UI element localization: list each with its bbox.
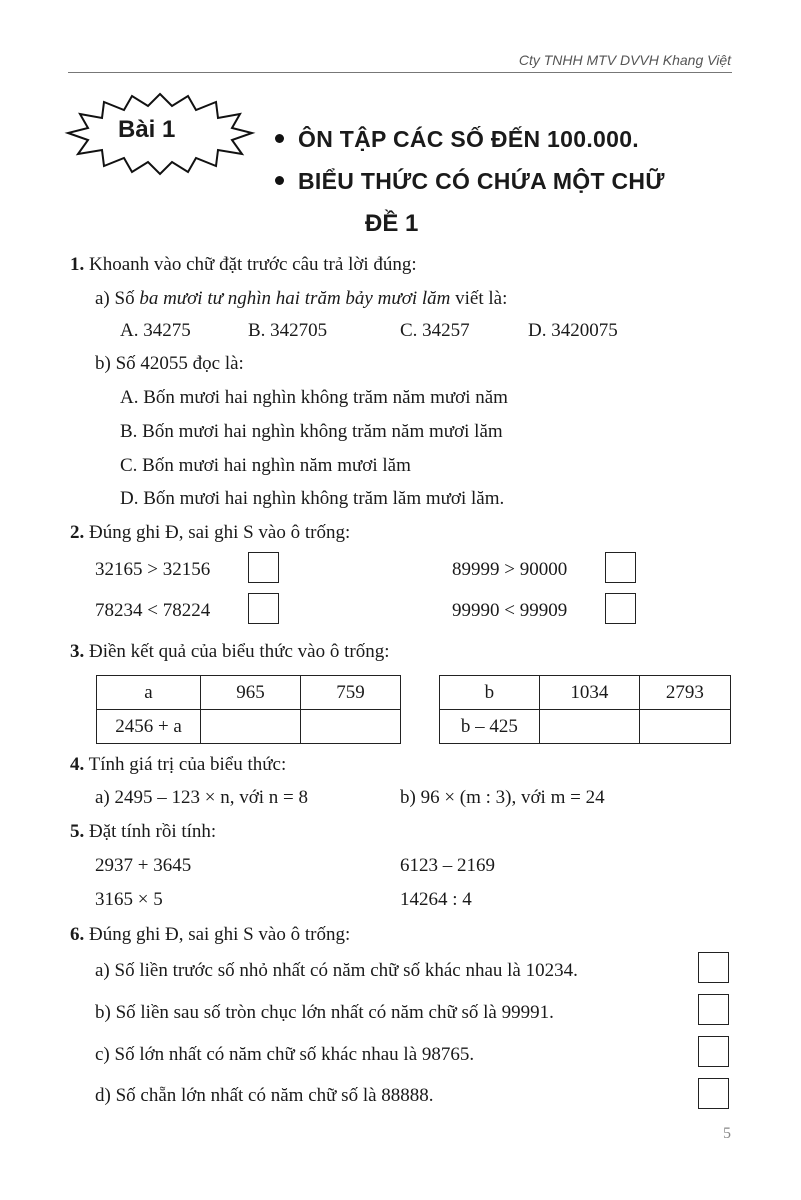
q1a-option-c[interactable]: C. 34257 bbox=[400, 320, 470, 341]
q6-answer-box-b[interactable] bbox=[698, 994, 729, 1025]
header-divider bbox=[68, 72, 732, 73]
q6-item-d: d) Số chẵn lớn nhất có năm chữ số là 88888. bbox=[95, 1085, 434, 1106]
q6-prompt: 6. Đúng ghi Đ, sai ghi S vào ô trống: bbox=[70, 924, 351, 945]
q2-item-3: 78234 < 78224 bbox=[95, 600, 211, 621]
q6-item-c: c) Số lớn nhất có năm chữ số khác nhau là 98765. bbox=[95, 1044, 475, 1065]
q3-table-a-answer-2[interactable] bbox=[301, 710, 401, 744]
q5-item-1: 2937 + 3645 bbox=[95, 855, 192, 876]
q3-table-a-header-var: a bbox=[97, 676, 201, 710]
q4-part-a: a) 2495 – 123 × n, với n = 8 bbox=[95, 787, 309, 808]
q4-prompt: 4. Tính giá trị của biểu thức: bbox=[70, 754, 287, 775]
q2-answer-box-3[interactable] bbox=[248, 593, 279, 624]
q1-prompt: 1. Khoanh vào chữ đặt trước câu trả lời đúng: bbox=[70, 254, 417, 275]
q1a-option-d[interactable]: D. 3420075 bbox=[528, 320, 618, 341]
q3-table-a-answer-1[interactable] bbox=[201, 710, 301, 744]
q5-item-2: 6123 – 2169 bbox=[400, 855, 495, 876]
q3-table-b bbox=[439, 675, 731, 744]
q2-item-1: 32165 > 32156 bbox=[95, 559, 211, 580]
q3-table-b-expression: b – 425 bbox=[440, 710, 540, 744]
q1b-option-c[interactable]: C. Bốn mươi hai nghìn năm mươi lăm bbox=[120, 455, 411, 476]
q3-prompt: 3. Điền kết quả của biểu thức vào ô trống: bbox=[70, 641, 390, 662]
q6-answer-box-c[interactable] bbox=[698, 1036, 729, 1067]
q3-table-b-answer-1[interactable] bbox=[539, 710, 639, 744]
q5-item-4: 14264 : 4 bbox=[400, 889, 472, 910]
lesson-badge-label: Bài 1 bbox=[118, 116, 176, 143]
q1b-option-d[interactable]: D. Bốn mươi hai nghìn không trăm lăm mươi lăm. bbox=[120, 488, 505, 509]
bullet-icon bbox=[275, 134, 284, 143]
q2-prompt: 2. Đúng ghi Đ, sai ghi S vào ô trống: bbox=[70, 522, 351, 543]
q3-table-b-answer-2[interactable] bbox=[639, 710, 730, 744]
q3-table-a bbox=[96, 675, 401, 744]
q4-part-b: b) 96 × (m : 3), với m = 24 bbox=[400, 787, 605, 808]
q2-answer-box-4[interactable] bbox=[605, 593, 636, 624]
q5-item-3: 3165 × 5 bbox=[95, 889, 163, 910]
q5-prompt: 5. Đặt tính rồi tính: bbox=[70, 821, 217, 842]
q6-item-b: b) Số liền sau số tròn chục lớn nhất có năm chữ số là 99991. bbox=[95, 1002, 554, 1023]
q6-answer-box-d[interactable] bbox=[698, 1078, 729, 1109]
q3-table-b-header-var: b bbox=[440, 676, 540, 710]
q1b-option-b[interactable]: B. Bốn mươi hai nghìn không trăm năm mươi lăm bbox=[120, 421, 503, 442]
q3-table-a-header-val2: 759 bbox=[301, 676, 401, 710]
lesson-topic-2: BIỂU THỨC CÓ CHỨA MỘT CHỮ bbox=[275, 168, 665, 195]
q1b-option-a[interactable]: A. Bốn mươi hai nghìn không trăm năm mươi năm bbox=[120, 387, 508, 408]
q3-table-b-header-val1: 1034 bbox=[539, 676, 639, 710]
q6-answer-box-a[interactable] bbox=[698, 952, 729, 983]
q6-item-a: a) Số liền trước số nhỏ nhất có năm chữ số khác nhau là 10234. bbox=[95, 960, 578, 981]
publisher-header: Cty TNHH MTV DVVH Khang Việt bbox=[518, 52, 731, 68]
q3-table-b-header-val2: 2793 bbox=[639, 676, 730, 710]
q1a-option-a[interactable]: A. 34275 bbox=[120, 320, 191, 341]
q3-table-a-expression: 2456 + a bbox=[97, 710, 201, 744]
lesson-topic-1: ÔN TẬP CÁC SỐ ĐẾN 100.000. bbox=[275, 126, 639, 153]
q3-table-a-header-val1: 965 bbox=[201, 676, 301, 710]
q2-item-2: 89999 > 90000 bbox=[452, 559, 568, 580]
page-number: 5 bbox=[723, 1125, 731, 1142]
q2-answer-box-2[interactable] bbox=[605, 552, 636, 583]
q2-answer-box-1[interactable] bbox=[248, 552, 279, 583]
q1a-option-b[interactable]: B. 342705 bbox=[248, 320, 328, 341]
exam-title: ĐỀ 1 bbox=[365, 210, 419, 237]
q2-item-4: 99990 < 99909 bbox=[452, 600, 568, 621]
q1a-prompt: a) Số ba mươi tư nghìn hai trăm bảy mươi lăm viết là: bbox=[95, 288, 508, 309]
q1b-prompt: b) Số 42055 đọc là: bbox=[95, 353, 244, 374]
bullet-icon bbox=[275, 176, 284, 185]
